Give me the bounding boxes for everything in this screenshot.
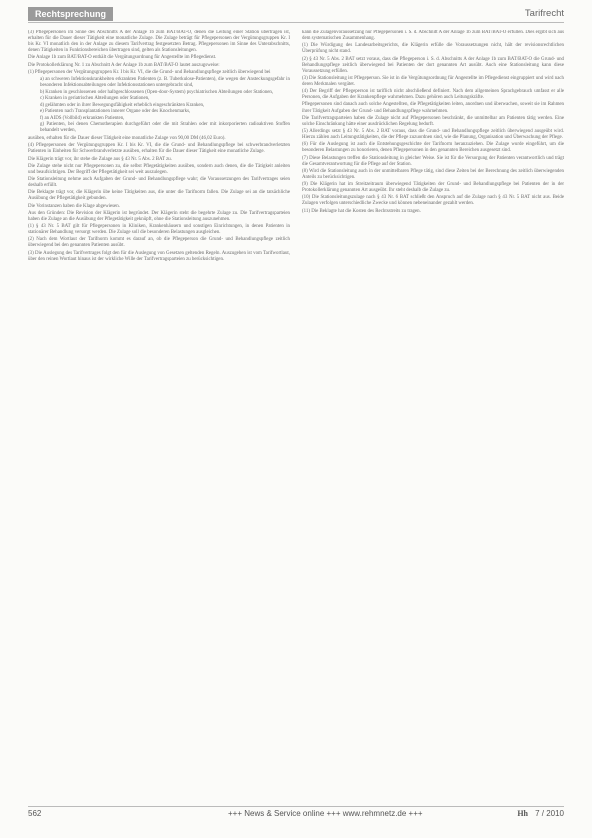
paragraph: (1) Die Würdigung des Landesarbeitsgerichts, die Klägerin erfülle die Voraussetzungen nicht, hält der revisionsrechtlichen Überprüfung nicht stand. <box>302 43 564 55</box>
section-tag: Rechtsprechung <box>28 7 113 21</box>
journal-logo: Hh <box>517 809 528 818</box>
paragraph: (1) § 43 Nr. 5 BAT gilt für Pflegepersonen in Kliniken, Krankenhäusern und sonstigen Einrichtungen, in denen Patienten in stationärer Behandlung versorgt werden. Die Zulage soll die besonderen Belastungen ausgleichen. <box>28 224 290 236</box>
paragraph: (4) Der Begriff der Pflegeperson ist tariflich nicht abschließend definiert. Nach dem allgemeinen Sprachgebrauch umfasst er alle Personen, die Aufgaben der Krankenpflege wahrnehmen. Dazu gehören auch Leitungskräfte. <box>302 89 564 101</box>
paragraph: (1) Pflegepersonen der Vergütungsgruppen Kr. I bis Kr. VI, die die Grund- und Behandlungspflege zeitlich überwiegend bei <box>28 69 271 75</box>
paragraph: Die Tarifvertragsparteien haben die Zulage nicht auf Pflegepersonen beschränkt, die unmittelbar am Patienten tätig werden. Eine solche Einschränkung hätte einer ausdrücklichen Regelung bedurft. <box>302 115 564 127</box>
issue-number: 7 / 2010 <box>535 809 564 818</box>
right-column <box>302 30 564 798</box>
list-item: g) Patienten, bei denen Chemotherapien durchgeführt oder die mit Strahlen oder mit inkorporierten radioaktiven Stoffen behandelt werden, <box>40 122 290 134</box>
paragraph: Die Protokollerklärung Nr. 1 zu Abschnitt A der Anlage 1b zum BAT/BAT-O lautet auszugsweise: <box>28 62 220 68</box>
list-item: b) Kranken in geschlossenen oder halbgeschlossenen (Open-door-System) psychiatrischen Abteilungen oder Stationen, <box>40 89 274 95</box>
list-item: d) gelähmten oder in ihrer Bewegungsfähigkeit erheblich eingeschränkten Kranken, <box>40 102 205 108</box>
paragraph: (3) Die Stationsleitung ist Pflegeperson. Sie ist in die Vergütungsordnung für Angestellte im Pflegedienst eingruppiert und wird nach deren Merkmalen vergütet. <box>302 75 564 87</box>
page-number: 562 <box>28 809 42 818</box>
paragraph: (3) Die Auslegung des Tarifvertrages folgt den für die Auslegung von Gesetzen geltenden Regeln. Auszugehen ist vom Tarifwortlaut, über den reinen Wortlaut hinaus ist der wirkliche Wille der Tarifvertragsparteien zu berücksichtigen. <box>28 250 290 262</box>
paragraph: Die Klägerin trägt vor, ihr stehe die Zulage aus § 43 Nr. 5 Abs. 2 BAT zu. <box>28 156 172 162</box>
paragraph: (5) Allerdings setzt § 43 Nr. 5 Abs. 2 BAT voraus, dass die Grund- und Behandlungspflege zeitlich überwiegend ausgeübt wird. Hierzu zählen auch Leitungstätigkeiten, die der Pflege zuzuordnen sind, wie die Planung, Organisation und Überwachung der Pflege. <box>302 129 564 141</box>
header-rule <box>28 22 564 23</box>
paragraph: (6) Für die Auslegung ist auch die Entstehungsgeschichte der Tarifnorm heranzuziehen. Die Zulage wurde eingeführt, um die besonderen Belastungen zu honorieren, denen Pflegepersonen in den genannten Bereichen ausgesetzt sind. <box>302 142 564 154</box>
criteria-list <box>28 77 290 134</box>
paragraph: (3) Pflegepersonen im Sinne des Abschnitts A der Anlage 1b zum BAT/BAT-O, denen die Leitung einer Station übertragen ist, erhalten für die Dauer dieser Tätigkeit eine monatliche Zulage. Die Zulage beträgt für Pflegepersonen der Vergütungsgruppen Kr. I bis Kr. VI monatlich den in der Anlage zu diesem Tarifvertrag festgesetzten Betrag. Pflegepersonen im Sinne des Unterabschnitts, denen Tätigkeiten in Funktionsbereichen übertragen sind, gelten als Stationsleitungen. <box>28 30 290 54</box>
footer-rule <box>28 806 564 807</box>
paragraph: kann die Zulagenvoraussetzung nur Pflegepersonen i. S. d. Abschnitt A der Anlage 1b zum BAT/BAT-O erfüllen. Dies ergibt sich aus dem systematischen Zusammenhang. <box>302 30 564 42</box>
page-header <box>28 7 564 24</box>
paragraph: (2) § 43 Nr. 5 Abs. 2 BAT setzt voraus, dass die Pflegeperson i. S. d. Abschnitts A der Anlage 1b zum BAT/BAT-O die Grund- und Behandlungspflege zeitlich überwiegend bei Patienten der dort genannten Art ausübt. Auch eine Stationsleitung kann diese Voraussetzung erfüllen. <box>302 56 564 74</box>
list-item: f) an AIDS (Vollbild) erkrankten Patienten, <box>40 115 125 121</box>
paragraph: Pflegepersonen sind danach auch solche Angestellten, die Pflegetätigkeiten leiten, anordnen und überwachen, soweit sie im Rahmen ihrer Tätigkeit Aufgaben der Grund- und Behandlungspflege wahrnehmen. <box>302 102 564 114</box>
left-column <box>28 30 290 798</box>
paragraph: Die Anlage 1b zum BAT/BAT-O enthält die Vergütungsordnung für Angestellte im Pflegedienst. <box>28 55 217 61</box>
page-footer <box>28 806 564 820</box>
list-item: a) an schweren Infektionskrankheiten erkrankten Patienten (z. B. Tuberkulose-Patienten), die wegen der Ansteckungsgefahr in besonderen Infektionsabteilungen oder Infektionsstationen untergebracht sind, <box>40 77 290 89</box>
paragraph: (9) Die Klägerin hat im Streitzeitraum überwiegend Tätigkeiten der Grund- und Behandlungspflege bei Patienten der in der Protokollerklärung genannten Art ausgeübt. Ihr steht deshalb die Zulage zu. <box>302 182 564 194</box>
section-name: Tarifrecht <box>524 8 564 19</box>
paragraph: Die Stationsleitung nehme auch Aufgaben der Grund- und Behandlungspflege wahr; die Voraussetzungen des Tarifvertrages seien deshalb erfüllt. <box>28 177 290 189</box>
paragraph: ausüben, erhalten für die Dauer dieser Tätigkeit eine monatliche Zulage von 90,00 DM (46,02 Euro). <box>28 136 226 141</box>
paragraph: Die Zulage stehe nicht nur Pflegepersonen zu, die selbst Pflegetätigkeiten ausüben, sondern auch denen, die die Tätigkeit anleiten und beaufsichtigen. Der Begriff der Pflegetätigkeit sei weit auszulegen. <box>28 163 290 175</box>
list-item: c) Kranken in geriatrischen Abteilungen oder Stationen, <box>40 96 150 102</box>
paragraph: (7) Diese Belastungen treffen die Stationsleitung in gleicher Weise. Sie ist für die Versorgung der Patienten verantwortlich und trägt die Gesamtverantwortung für die Pflege auf der Station. <box>302 155 564 167</box>
paragraph: (2) Nach dem Wortlaut der Tarifnorm kommt es darauf an, ob die Pflegeperson die Grund- und Behandlungspflege zeitlich überwiegend bei den genannten Patienten ausübt. <box>28 237 290 249</box>
paragraph: (8) Wird die Stationsleitung auch in der unmittelbaren Pflege tätig, sind diese Zeiten bei der Berechnung des zeitlich überwiegenden Anteils zu berücksichtigen. <box>302 168 564 180</box>
footer-banner: +++ News & Service online +++ www.rehmnetz.de +++ <box>228 809 423 818</box>
paragraph: (10) Die Stationsleitungszulage nach § 43 Nr. 6 BAT schließt den Anspruch auf die Zulage nach § 43 Nr. 5 BAT nicht aus. Beide Zulagen verfolgen unterschiedliche Zwecke und können nebeneinander gezahlt werden. <box>302 195 564 207</box>
paragraph: Aus den Gründen: Die Revision der Klägerin ist begründet. Der Klägerin steht die begehrte Zulage zu. Die Tarifvertragsparteien haben die Zulage an die Ausübung der Pflegetätigkeit geknüpft, ohne die Stationsleitung auszunehmen. <box>28 210 290 222</box>
paragraph: Die Beklagte trägt vor, die Klägerin übe keine Tätigkeiten aus, die unter die Tarifnorm fallen. Die Zulage sei an die tatsächliche Ausübung der Pflegetätigkeit gebunden. <box>28 190 290 202</box>
paragraph: (4) Pflegepersonen der Vergütungsgruppen Kr. I bis Kr. VI, die die Grund- und Behandlungspflege bei schwerbrandverletzten Patienten in Einheiten für Schwerbrandverletzte ausüben, erhalten für die Dauer dieser Tätigkeit eine monatliche Zulage. <box>28 143 290 155</box>
list-item: e) Patienten nach Transplantationen innerer Organe oder des Knochenmarks, <box>40 109 191 115</box>
paragraph: (11) Die Beklagte hat die Kosten des Rechtsstreits zu tragen. <box>302 208 421 214</box>
paragraph: Die Vorinstanzen haben die Klage abgewiesen. <box>28 203 120 209</box>
